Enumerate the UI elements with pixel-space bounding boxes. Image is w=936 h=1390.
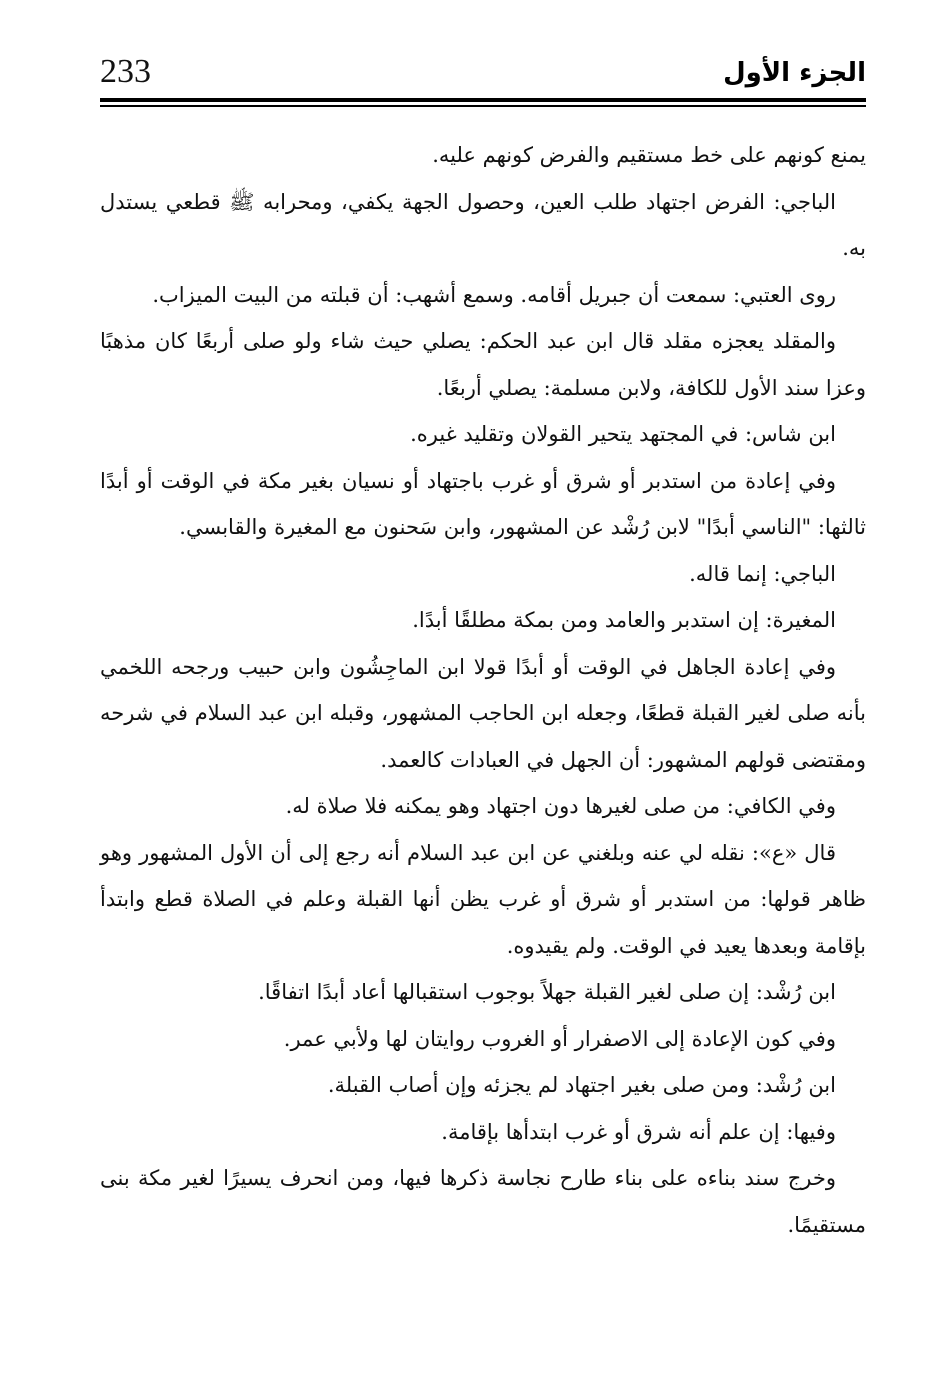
paragraph-5: ابن شاس: في المجتهد يتحير القولان وتقليد غيره. <box>410 422 836 446</box>
body-text <box>100 132 866 1360</box>
paragraph-9: وفي إعادة الجاهل في الوقت أو أبدًا قولا ابن الماجِشُون وابن حبيب ورجحه اللخمي بأنه صلى لغير القبلة قطعًا، وجعله ابن الحاجب المشهور، وقبله ابن عبد السلام في شرحه ومقتضى قولهم المشهور: أن الجهل في العبادات كالعمد. <box>100 654 866 772</box>
paragraph-7: الباجي: إنما قاله. <box>689 561 836 586</box>
paragraph-8: المغيرة: إن استدبر والعامد ومن بمكة مطلقًا أبدًا. <box>412 608 836 632</box>
page-header <box>100 52 866 96</box>
paragraph-1: يمنع كونهم على خط مستقيم والفرض كونهم عليه. <box>432 143 866 167</box>
paragraph-6: وفي إعادة من استدبر أو شرق أو غرب باجتهاد أو نسيان بغير مكة في الوقت أو أبدًا ثالثها: "الناسي أبدًا" لابن رُشْد عن المشهور، وابن سَحنون مع المغيرة والقابسي. <box>100 468 866 539</box>
page-number: 233 <box>100 53 151 90</box>
paragraph-2: الباجي: الفرض اجتهاد طلب العين، وحصول الجهة يكفي، ومحرابه ﷺ قطعي يستدل به. <box>100 189 866 260</box>
paragraph-12: ابن رُشْد: إن صلى لغير القبلة جهلاً بوجوب استقبالها أعاد أبدًا اتفاقًا. <box>258 980 836 1004</box>
paragraph-4: والمقلد يعجزه مقلد قال ابن عبد الحكم: يصلي حيث شاء ولو صلى أربعًا كان مذهبًا وعزا سند الأول للكافة، ولابن مسلمة: يصلي أربعًا. <box>100 329 866 400</box>
running-title: الجزء الأول <box>723 58 866 88</box>
paragraph-10: وفي الكافي: من صلى لغيرها دون اجتهاد وهو يمكنه فلا صلاة له. <box>285 794 836 818</box>
paragraph-11: قال «ع»: نقله لي عنه وبلغني عن ابن عبد السلام أنه رجع إلى أن الأول المشهور وهو ظاهر قولها: من استدبر أو شرق أو غرب يظن أنها القبلة وعلم في الصلاة قطع وابتدأ بإقامة وبعدها يعيد في الوقت. ولم يقيدوه. <box>100 840 866 958</box>
paragraph-3: روى العتبي: سمعت أن جبريل أقامه. وسمع أشهب: أن قبلته من البيت الميزاب. <box>152 282 836 307</box>
paragraph-15: وفيها: إن علم أنه شرق أو غرب ابتدأها بإقامة. <box>441 1119 836 1144</box>
paragraph-16: وخرج سند بناءه على بناء طارح نجاسة ذكرها فيها، ومن انحرف يسيرًا لغير مكة بنى مستقيمًا. <box>100 1166 866 1237</box>
paragraph-14: ابن رُشْد: ومن صلى بغير اجتهاد لم يجزئه وإن أصاب القبلة. <box>327 1073 836 1097</box>
paragraph-13: وفي كون الإعادة إلى الاصفرار أو الغروب روايتان لها ولأبي عمر. <box>283 1026 836 1051</box>
header-rule-thick <box>100 98 866 102</box>
header-rule-thin <box>100 105 866 107</box>
